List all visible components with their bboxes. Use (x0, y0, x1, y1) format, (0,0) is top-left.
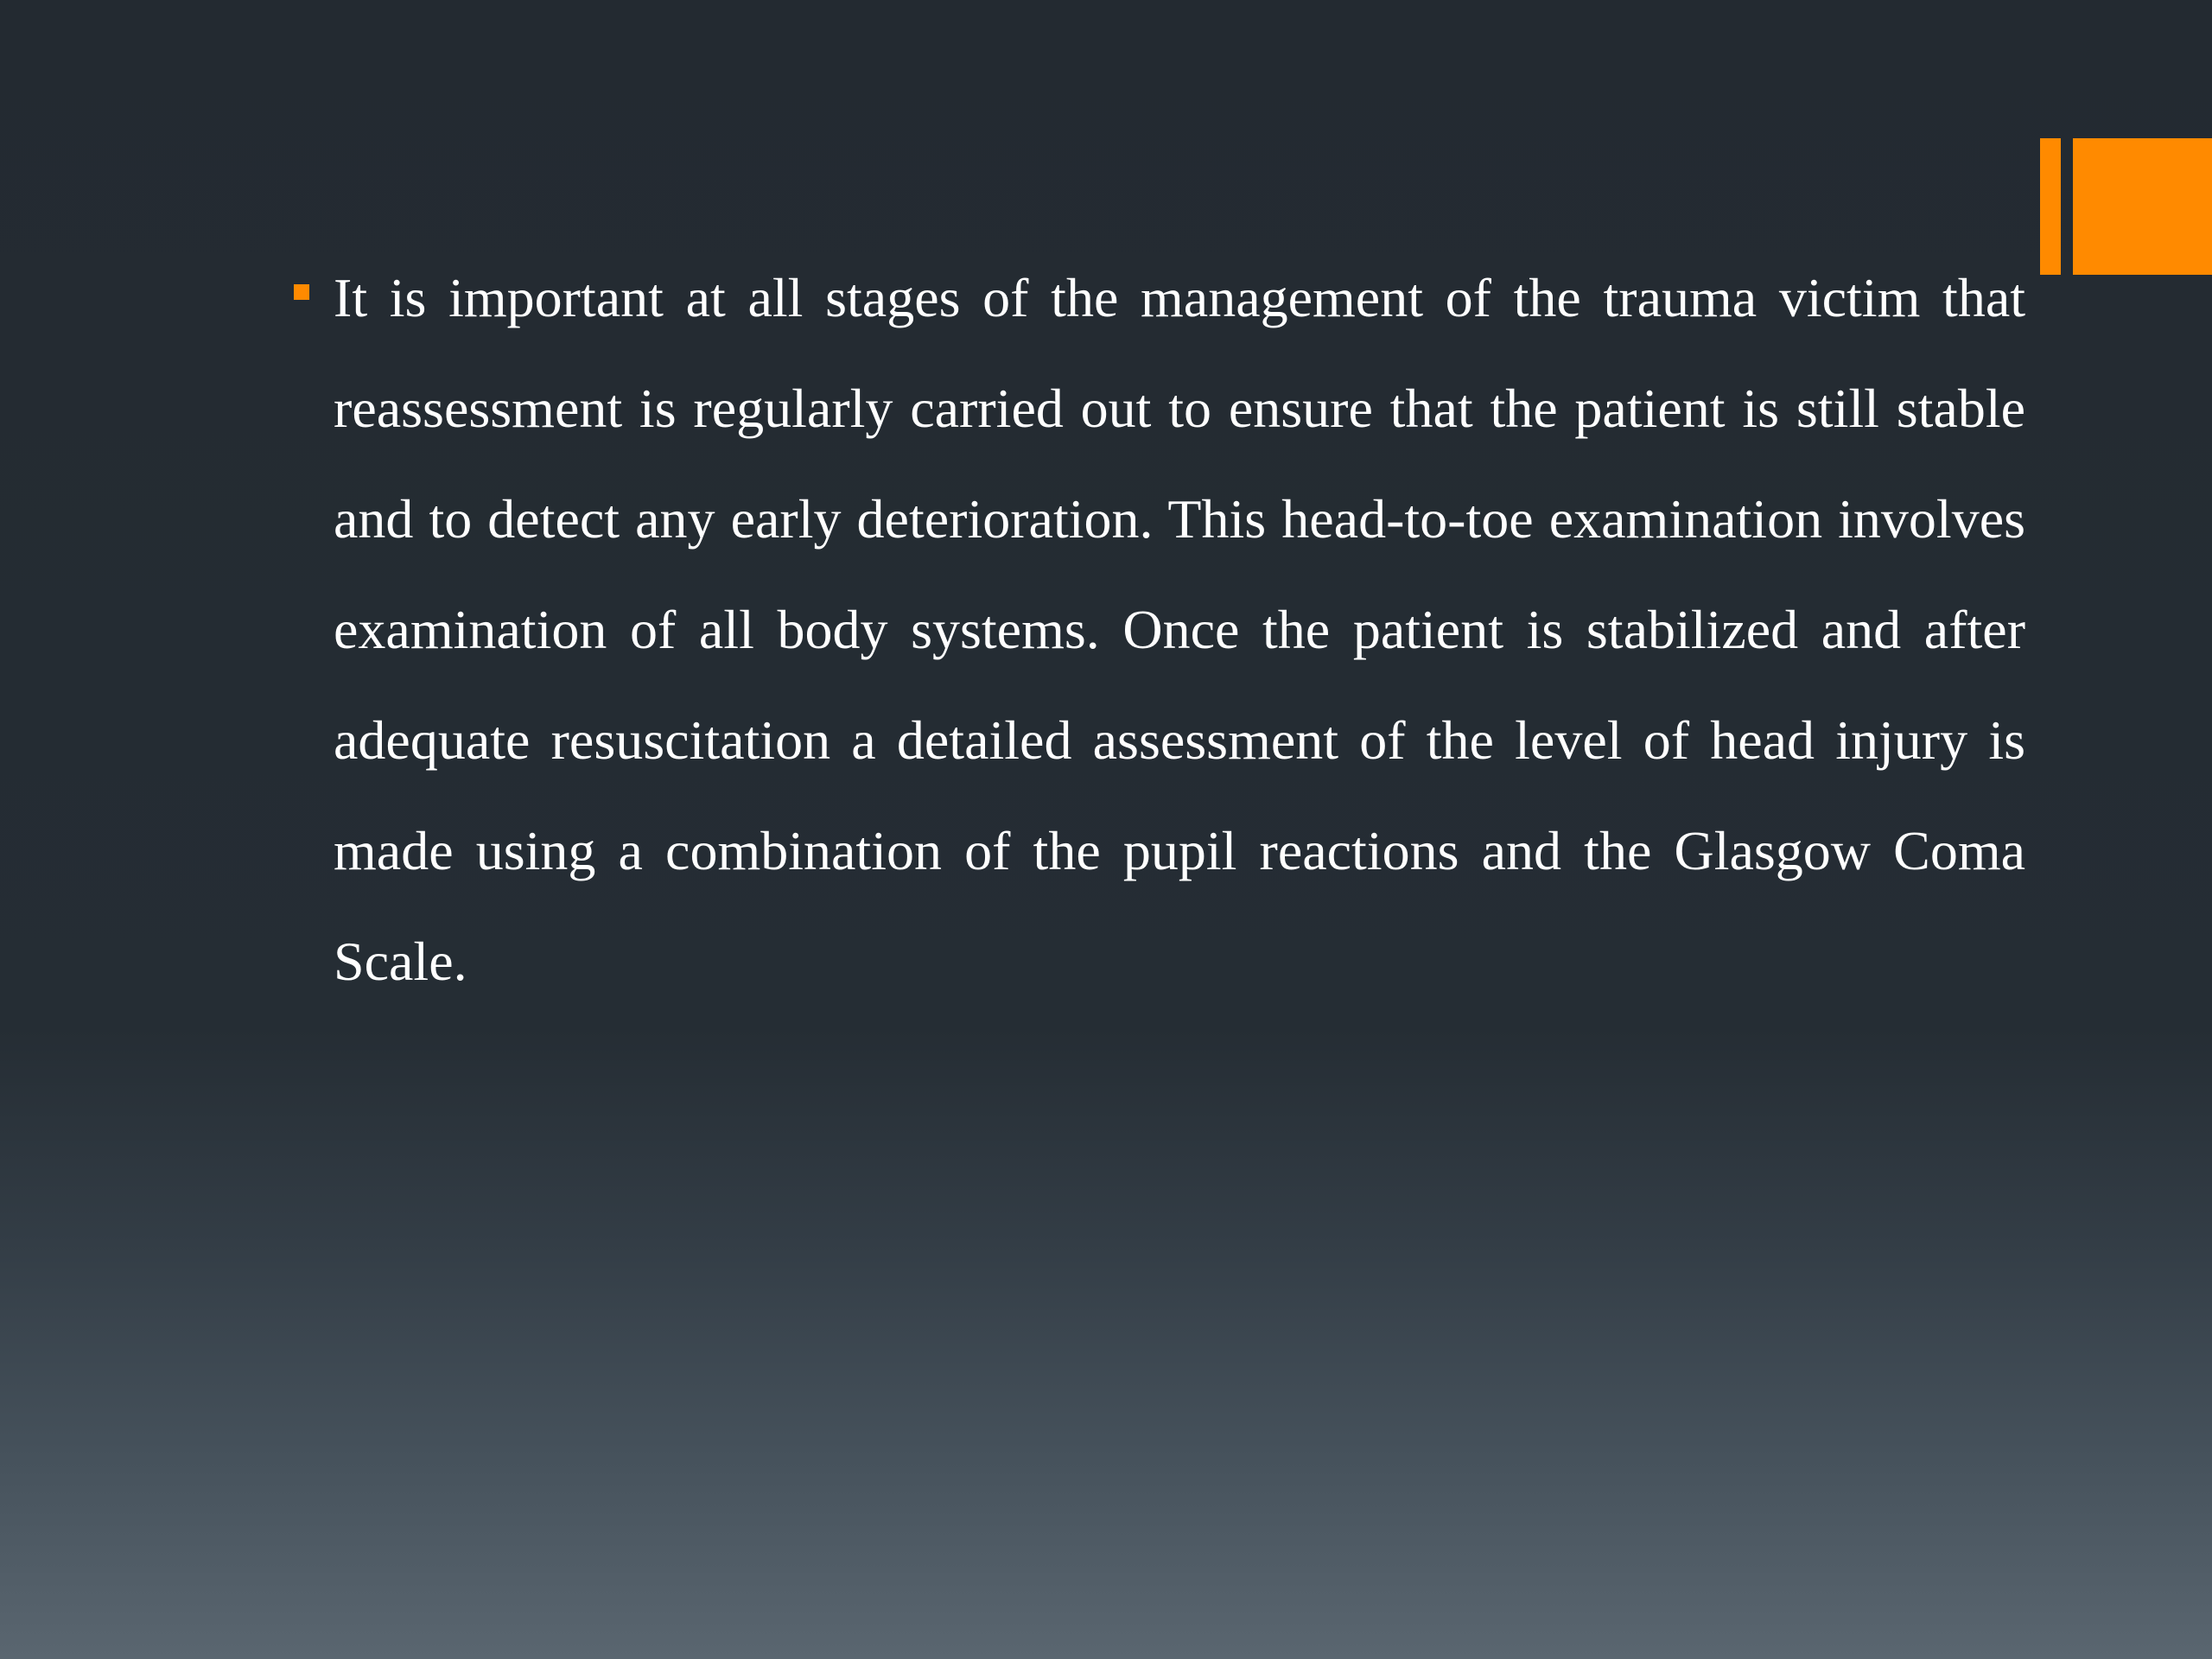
bullet-text: It is important at all stages of the management of the trauma victim that reassessment is regularly carried out to ensure that the patient is still stable and to detect any early deterioration. This head-to-toe examination involves examination of all body systems. Once the patient is stabilized and after adequate resuscitation a detailed assessment of the level of head injury is made using a combination of the pupil reactions and the Glasgow Coma Scale. (334, 267, 2025, 992)
accent-bar-block (2073, 138, 2212, 275)
accent-bar-thin (2040, 138, 2061, 275)
square-bullet-icon (294, 284, 309, 300)
bullet-list (256, 243, 2025, 1017)
bullet-item (290, 243, 2025, 1017)
